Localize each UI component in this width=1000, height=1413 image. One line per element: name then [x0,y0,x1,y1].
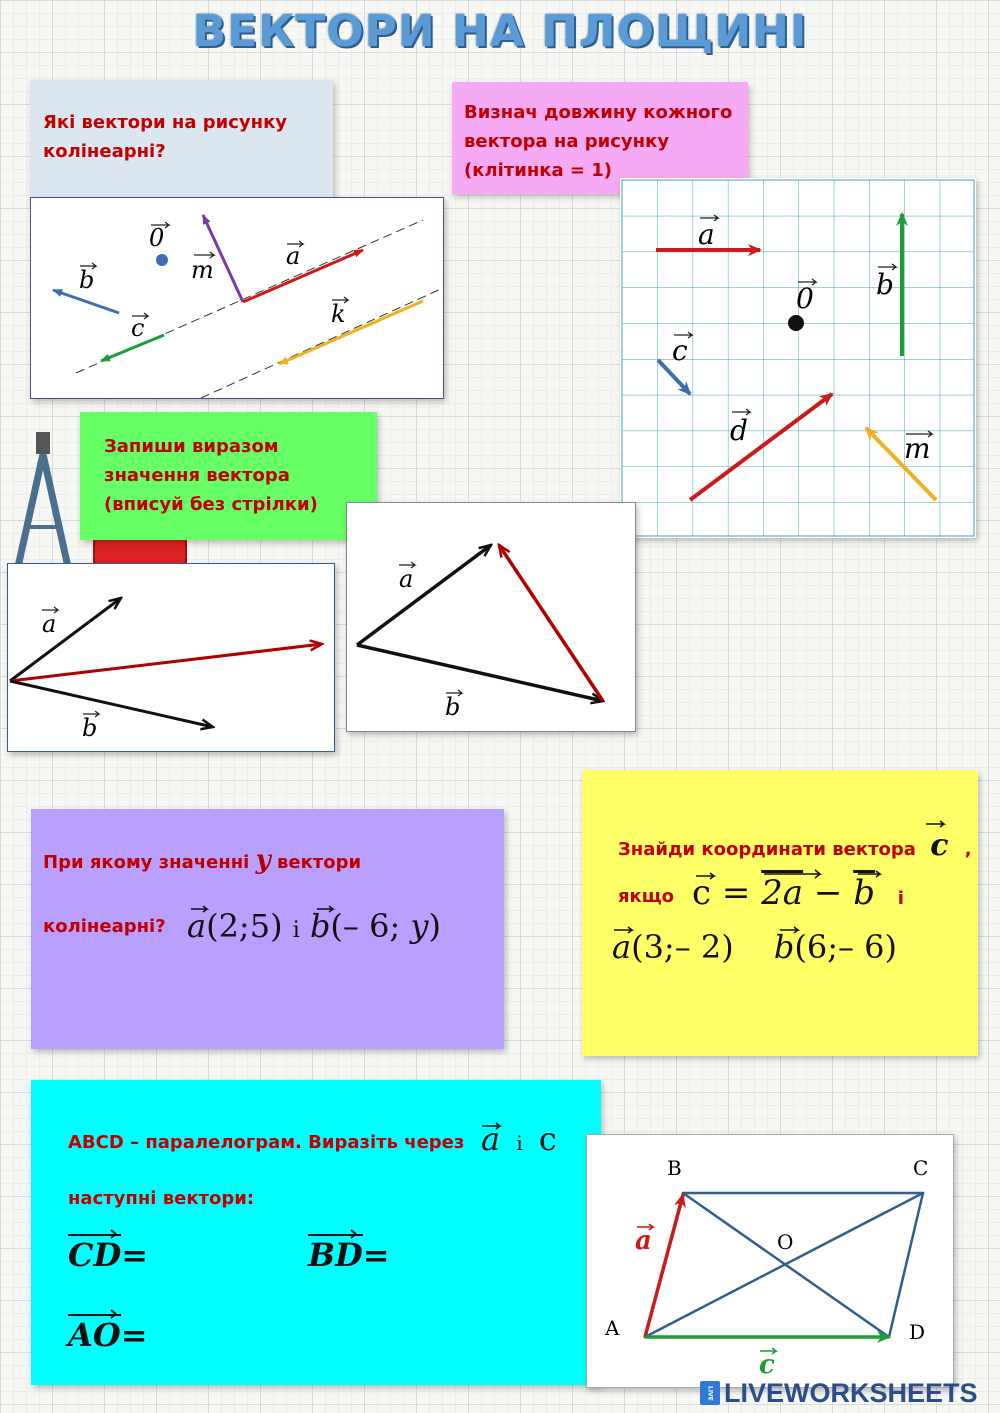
label-a: a [635,1226,652,1256]
task4-text-1: При якому значенні [43,852,256,873]
task6-line2: наступні вектори: [68,1188,255,1209]
task5-card [582,770,978,1056]
task4-text-2: вектори [270,852,362,873]
task5-b-coords: (6;– 6) [794,928,898,966]
point-a: A [605,1316,620,1340]
task1-question-card [30,80,333,202]
point-c: C [913,1156,929,1180]
label-k: k [331,300,346,328]
task2-grid-diagram [620,178,976,538]
task2-figure [620,178,976,538]
task6-vec-a-arrow [480,1118,510,1132]
label-b: b [445,693,461,721]
task4-b-close: ) [428,907,441,945]
task3-diagram-2 [347,503,635,731]
task5-a-name: a [612,928,632,966]
task5-comma: , [964,839,972,860]
diagonal-bd [683,1193,889,1337]
task1-figure [30,197,444,399]
vector-b [357,645,603,701]
task4-and: і [292,918,300,943]
point-d: D [909,1320,926,1344]
label-b: b [876,268,894,301]
task6-cd-eq: = [121,1236,149,1274]
task6-figure [586,1134,954,1388]
vector-k [279,301,423,364]
task1-question: Які вектори на рисунку колінеарні? [43,112,288,162]
task4-b-y: y [410,907,429,945]
label-a: a [286,242,301,270]
task4-vec-b: b [309,907,331,945]
label-c: c [131,314,145,342]
task4-var-y: y [255,845,271,875]
task5-eq-b: $\overline{b}$ [853,873,875,913]
vector-a [645,1195,683,1337]
task3-figure-2 [346,502,636,732]
vector-b [10,681,213,727]
task5-eq-equals: = [721,873,751,913]
task3-figure-1 [7,563,335,752]
task5-eq-minus: − [813,873,843,913]
zero-vector-point [788,315,804,331]
zero-vector-point [156,254,168,266]
label-b: b [82,714,98,742]
task5-vector-arrows [612,818,972,948]
task6-bd: BD [308,1236,363,1274]
task6-ao-eq: = [120,1316,148,1354]
task6-bd-eq: = [362,1236,390,1274]
task6-and: і [516,1131,523,1155]
task4-question-line2: колінеарні? [43,916,166,937]
liveworksheets-logo [700,1378,996,1408]
page-title: ВЕКТОРИ НА ПЛОЩИНІ [192,6,808,57]
task4-card [31,809,504,1049]
task5-text: Знайди координати вектора [618,839,916,860]
vector-a [357,545,491,645]
logo-badge [700,1381,720,1405]
task3-diagram-1 [8,564,334,751]
label-m: m [191,256,214,284]
logo-text: LIVEWORKSHEETS [724,1377,978,1408]
task6-ao: AO [68,1316,121,1354]
line-2 [201,288,443,398]
label-a: a [42,610,57,638]
task4-question-line1 [43,845,361,875]
label-c: c [672,334,688,367]
task3-question: Запиши виразом значення вектора (вписуй без стрілки) [104,436,318,515]
label-a: a [698,218,715,251]
compass-icon [8,432,78,572]
vector-difference [499,545,603,701]
task5-b-name: b [773,928,795,966]
label-d: d [730,414,748,447]
task1-vector-diagram [31,198,443,398]
label-a: a [399,565,414,593]
logo-badge-text: LIVE [706,1385,714,1401]
task6-card [31,1080,601,1385]
parallelogram-diagram [587,1135,953,1387]
label-zero: 0 [149,224,165,252]
point-o: O [777,1230,794,1254]
task6-overline-arrows [68,1220,388,1330]
task5-eq-and: і [897,888,904,909]
task4-a-coords: (2;5) [206,907,283,945]
task2-question: Визнач довжину кожного вектора на рисунку (клітинка = 1) [464,102,733,181]
label-zero: 0 [796,282,814,315]
task4-vector-arrows [187,901,377,915]
label-c: c [759,1350,775,1380]
label-b: b [79,266,95,294]
task5-a-coords: (3;– 2) [631,928,734,966]
vector-sum [10,644,322,681]
task5-if-word: якщо [618,886,675,907]
task5-vec-c: c [930,828,949,863]
task3-question-card [80,412,377,540]
task6-text: ABCD – паралелограм. Виразіть через [68,1132,465,1153]
task6-cd: CD [68,1236,122,1274]
task6-vec-c: c [538,1120,557,1158]
label-m: m [904,432,931,465]
task4-b-coords: (– 6; [330,907,411,945]
task5-eq-2a: 2a [761,873,804,913]
point-b: B [667,1156,682,1180]
task4-vec-a: a [187,907,207,945]
task6-vec-a: a [481,1120,501,1158]
task6-line1 [68,1132,464,1153]
task5-eq-c: c [692,873,712,913]
vector-a [243,250,363,302]
